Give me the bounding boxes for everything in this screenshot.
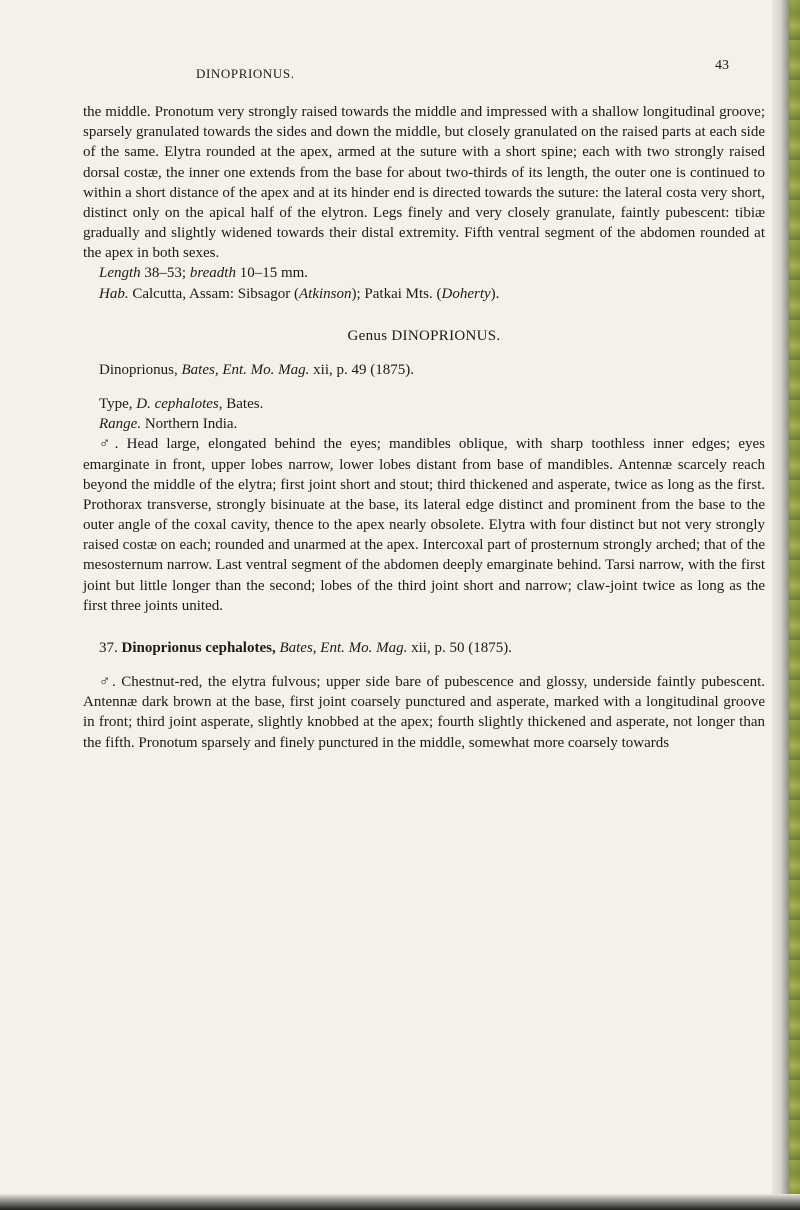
page-header bbox=[0, 58, 780, 86]
habitat-text-a: Calcutta, Assam: Sibsagor ( bbox=[132, 285, 299, 302]
length-label: Length bbox=[99, 265, 141, 282]
genus-citation-author: Bates, Ent. Mo. Mag. bbox=[181, 361, 310, 378]
range-text: Northern India. bbox=[144, 416, 238, 433]
collector-atkinson: Atkinson bbox=[299, 285, 352, 302]
species-author: Bates, Ent. Mo. Mag. bbox=[279, 639, 408, 656]
breadth-value: 10–15 mm. bbox=[239, 265, 309, 282]
page-body bbox=[83, 102, 765, 753]
genus-range bbox=[83, 414, 765, 434]
habitat bbox=[83, 284, 765, 304]
breadth-label: breadth bbox=[189, 265, 236, 282]
genus-citation-name: Dinoprionus, bbox=[99, 361, 178, 378]
type-label: Type, bbox=[99, 396, 133, 413]
species-name: Dinoprionus cephalotes, bbox=[121, 639, 276, 656]
book-spine-edge bbox=[789, 0, 800, 1210]
genus-citation bbox=[83, 360, 765, 380]
type-author: Bates. bbox=[226, 396, 264, 413]
species-number: 37. bbox=[99, 639, 118, 656]
species-description: ♂. Chestnut-red, the elytra fulvous; upper side bare of pubescence and glossy, underside faintly pubescent. Antennæ dark brown at the base, first joint coarsely punctured and asperate, marked with a longitudinal groove in front; third joint asperate, slightly knobbed at the apex; fourth slightly thickened and asperate, not longer than the fifth. Pronotum sparsely and finely punctured in the middle, somewhat more coarsely towards bbox=[83, 674, 765, 751]
habitat-label: Hab. bbox=[99, 285, 129, 302]
page-number: 43 bbox=[715, 58, 729, 73]
genus-description: ♂. Head large, elongated behind the eyes; mandibles oblique, with sharp toothless inner edges; eyes emarginate in front, upper lobes narrow, lower lobes distant from base of mandibles. Antennæ scarcely reach beyond the middle of the elytra; first joint short and stout; third thickened and asperate, twice as long as the first. Prothorax transverse, strongly bisinuate at the base, its lateral edge distinct and prominent from the base to the outer angle of the coxal cavity, thence to the apex nearly obsolete. Elytra with four distinct but not very strongly raised costæ on each; rounded and unarmed at the apex. Intercoxal part of prosternum strongly arched; that of the mesosternum narrow. Last ventral segment of the abdomen deeply emarginate behind. Tarsi narrow, with the first joint but little longer than the second; lobes of the third joint short and narrow; claw-joint twice as long as the first three joints united. bbox=[83, 436, 765, 614]
range-label: Range. bbox=[99, 416, 142, 433]
habitat-text-c: ). bbox=[490, 285, 500, 302]
continued-description: the middle. Pronotum very strongly raised towards the middle and impressed with a shallow longitudinal groove; sparsely granulated towards the sides and down the middle, but closely granulated on the raised parts at each side of the same. Elytra rounded at the apex, armed at the suture with a short spine; each with two strongly raised dorsal costæ, the inner one extends from the base for about two-thirds of its length, the outer one is continued to within a short distance of the apex and at its hinder end is directed towards the suture: the lateral costa very short, distinct only on the apical half of the elytron. Legs finely and very closely granulate, faintly pubescent: tibiæ gradually and slightly widened towards their distal extremity. Fifth ventral segment of the abdomen rounded at the apex in both sexes. bbox=[83, 104, 765, 262]
running-head: DINOPRIONUS. bbox=[196, 66, 295, 81]
collector-doherty: Doherty bbox=[441, 285, 491, 302]
genus-citation-ref: xii, p. 49 (1875). bbox=[313, 361, 414, 378]
measurements bbox=[83, 263, 765, 283]
page-bottom-edge bbox=[0, 1194, 800, 1210]
species-heading bbox=[83, 638, 765, 658]
habitat-text-b: ); Patkai Mts. ( bbox=[351, 285, 442, 302]
length-value: 38–53; bbox=[144, 265, 187, 282]
type-species: D. cephalotes, bbox=[136, 396, 223, 413]
genus-type bbox=[83, 394, 765, 414]
genus-title: Genus DINOPRIONUS. bbox=[347, 327, 501, 344]
species-ref: xii, p. 50 (1875). bbox=[411, 639, 512, 656]
